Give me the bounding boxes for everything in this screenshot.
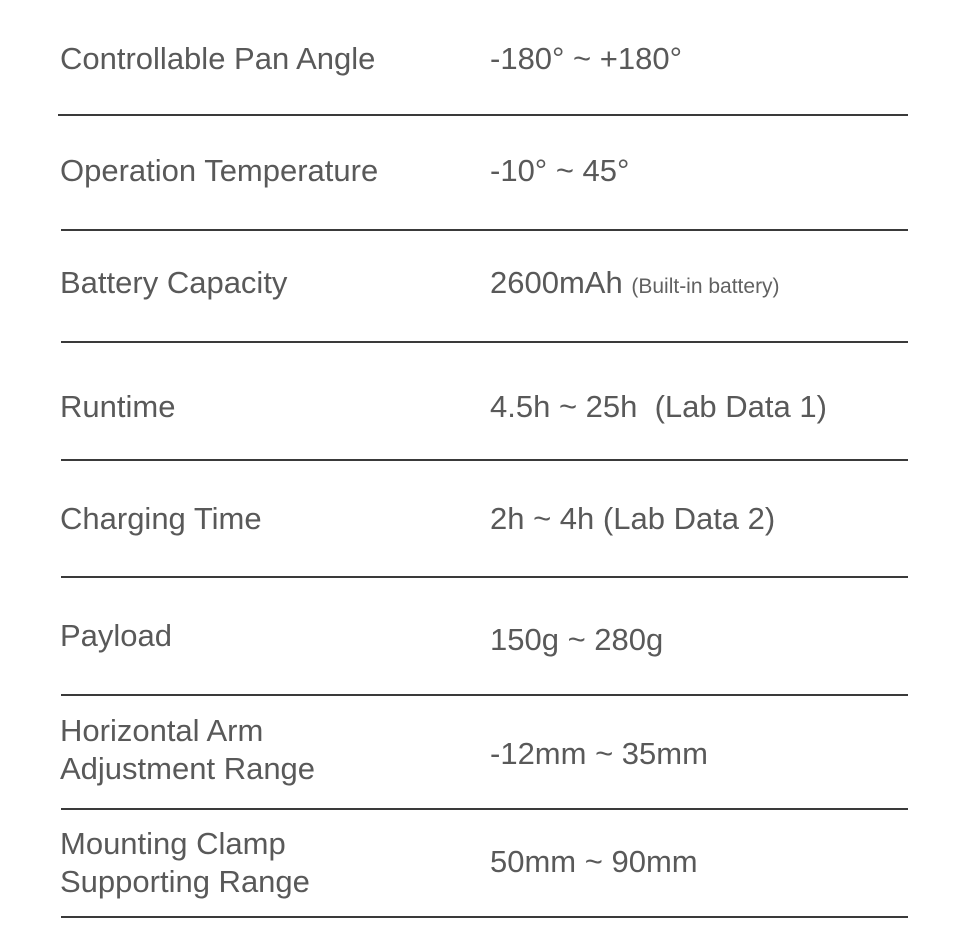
spec-value-battery-capacity — [490, 264, 930, 306]
spec-label-line: Horizontal Arm — [60, 713, 264, 748]
row-divider — [61, 229, 908, 231]
spec-value-text: -180° ~ +180° — [490, 41, 682, 76]
spec-label-line: Mounting Clamp — [60, 826, 286, 861]
spec-label-pan-angle: Controllable Pan Angle — [60, 41, 376, 76]
spec-value-text: 2h ~ 4h (Lab Data 2) — [490, 501, 776, 536]
row-divider — [58, 114, 908, 116]
spec-value-text: 4.5h ~ 25h (Lab Data 1) — [490, 389, 827, 424]
spec-value-operation-temperature — [490, 152, 930, 190]
row-divider — [61, 694, 908, 696]
spec-value-text: 150g ~ 280g — [490, 622, 664, 657]
row-divider — [61, 916, 908, 918]
spec-value-horizontal-arm — [490, 735, 930, 773]
spec-label-line: Adjustment Range — [60, 751, 316, 786]
spec-label-charging-time: Charging Time — [60, 501, 262, 536]
spec-label-mounting-clamp — [60, 825, 460, 901]
spec-label-runtime: Runtime — [60, 389, 176, 424]
spec-label-battery-capacity: Battery Capacity — [60, 265, 288, 300]
row-divider — [61, 576, 908, 578]
spec-value-text: -12mm ~ 35mm — [490, 736, 708, 771]
spec-value-pan-angle — [490, 40, 930, 78]
spec-value-charging-time — [490, 500, 930, 538]
spec-value-mounting-clamp — [490, 843, 930, 881]
spec-value-payload — [490, 621, 930, 659]
spec-value-runtime — [490, 388, 930, 426]
spec-value-note: (Built-in battery) — [631, 275, 780, 298]
spec-value-text: 50mm ~ 90mm — [490, 844, 698, 879]
spec-value-text: 2600mAh — [490, 265, 623, 300]
row-divider — [61, 808, 908, 810]
row-divider — [61, 341, 908, 343]
spec-value-text: -10° ~ 45° — [490, 153, 630, 188]
spec-label-payload: Payload — [60, 618, 173, 653]
spec-label-operation-temperature: Operation Temperature — [60, 153, 379, 188]
spec-label-line: Supporting Range — [60, 864, 310, 899]
spec-label-horizontal-arm — [60, 712, 460, 788]
row-divider — [61, 459, 908, 461]
